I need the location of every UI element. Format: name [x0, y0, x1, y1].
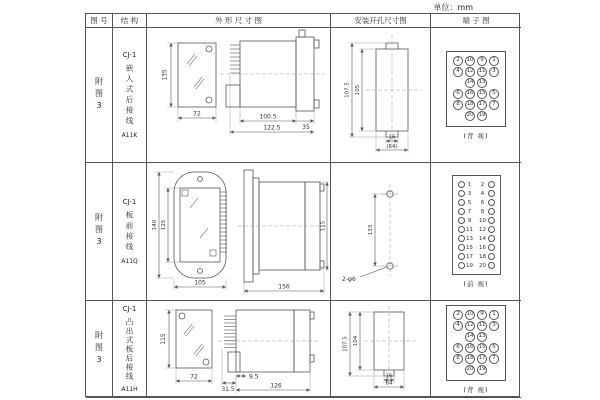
terminal-row — [458, 190, 495, 198]
terminal-number: 19 — [466, 262, 473, 269]
spec-table — [85, 13, 520, 397]
structure-desc: 板前接线 — [125, 211, 134, 253]
terminal-circle: 15 — [477, 89, 487, 99]
cell-row1-terminal — [431, 28, 521, 163]
outline-drawing-row1 — [148, 29, 330, 162]
terminal-circle: 20 — [465, 365, 475, 375]
front-view — [152, 172, 227, 290]
terminal-circle: 11 — [477, 321, 487, 331]
terminal-number: 15 — [466, 244, 473, 251]
dimension-label: 122.5 — [262, 124, 281, 131]
terminal-circle: 8 — [453, 100, 463, 110]
dimension-label: 115 — [159, 332, 167, 345]
terminal-spacer — [452, 365, 464, 375]
dimension-label: 72 — [189, 373, 198, 380]
front-view — [160, 310, 212, 384]
cell-row1-outline — [147, 28, 331, 163]
terminal-spacer — [452, 78, 464, 88]
side-view — [238, 170, 329, 294]
terminal-circle: 12 — [465, 321, 475, 331]
terminal-circle: 5 — [489, 343, 499, 353]
dimension-label: 100.5 — [258, 113, 277, 120]
terminal-circle: 1 — [489, 310, 499, 320]
terminal-circle: 20 — [465, 111, 475, 121]
terminal-number: 8 — [480, 208, 485, 215]
terminal-circle: 5 — [489, 89, 499, 99]
install-drawing-row2 — [332, 164, 430, 300]
unit-label: 单位：mm — [433, 3, 473, 12]
terminal-number: 11 — [466, 226, 473, 233]
terminal-spacer — [488, 78, 500, 88]
structure-model: CJ-1 — [122, 305, 137, 313]
terminal-number: 20 — [479, 262, 486, 269]
terminal-circle: 9 — [477, 310, 487, 320]
dimension-label: 105 — [193, 279, 206, 286]
dimension-label: 104 — [352, 335, 359, 346]
terminal-circle: 9 — [477, 56, 487, 66]
terminal-circle: 6 — [453, 343, 463, 353]
terminal-circle: 17 — [477, 354, 487, 364]
dimension-label: 126 — [269, 382, 282, 389]
terminal-row — [452, 354, 500, 364]
cell-row3-fig-no — [86, 301, 113, 398]
terminal-circle: 2 — [453, 310, 463, 320]
terminal-number: 4 — [480, 190, 485, 197]
terminal-row — [458, 244, 495, 252]
terminal-row — [452, 310, 500, 320]
terminal-circle: 16 — [465, 89, 475, 99]
dimension-label: 107.5 — [342, 335, 348, 352]
terminal-circle: 7 — [489, 100, 499, 110]
terminal-circle: 18 — [465, 100, 475, 110]
dimension-label: 31.5 — [220, 385, 235, 393]
terminal-circle: 10 — [465, 56, 475, 66]
cell-row2-structure — [113, 163, 147, 301]
terminal-row — [458, 181, 495, 189]
terminal-number: 17 — [466, 253, 473, 260]
terminal-circle: 1 — [489, 56, 499, 66]
terminal-hole — [458, 262, 465, 269]
terminal-row — [458, 253, 495, 261]
terminal-number: 6 — [480, 199, 485, 206]
dimension-label: 105 — [354, 84, 361, 95]
cell-row3-structure — [113, 301, 147, 398]
terminal-number: 14 — [479, 235, 486, 242]
terminal-circle: 15 — [477, 343, 487, 353]
terminal-spacer — [488, 111, 500, 121]
structure-model: CJ-1 — [122, 51, 137, 59]
side-view — [220, 30, 324, 135]
terminal-hole — [488, 217, 495, 224]
header-outline: 外 形 尺 寸 图 — [147, 14, 331, 28]
cutout-shape — [364, 306, 416, 382]
terminal-circle: 19 — [477, 111, 487, 121]
terminal-hole — [488, 181, 495, 188]
terminal-circle: 4 — [453, 67, 463, 77]
dimension-label: 16 — [388, 134, 395, 140]
cell-row3-terminal — [431, 301, 521, 398]
cell-row3-install — [331, 301, 431, 398]
dimension-label: 35 — [301, 123, 310, 131]
terminal-circle: 19 — [477, 365, 487, 375]
terminal-grid — [446, 51, 506, 127]
terminal-circle: 11 — [477, 67, 487, 77]
terminal-row — [452, 321, 500, 331]
terminal-row — [458, 208, 495, 216]
fig-no-label: 附图3 — [94, 76, 104, 114]
terminal-circle: 14 — [465, 332, 475, 342]
dimension-label: 72 — [192, 110, 201, 117]
terminal-circle: 6 — [453, 89, 463, 99]
terminal-circle: 12 — [465, 67, 475, 77]
dimension-label: 9.5 — [248, 373, 259, 380]
side-view — [218, 310, 320, 393]
dimension-label: 115 — [320, 220, 326, 231]
header-terminal: 端 子 图 — [431, 14, 521, 28]
header-install: 安装开孔尺寸图 — [331, 14, 431, 28]
cell-row1-structure — [113, 28, 147, 163]
terminal-number: 1 — [467, 181, 472, 188]
terminal-circle: 4 — [453, 321, 463, 331]
terminal-number: 2 — [480, 181, 485, 188]
terminal-hole — [458, 226, 465, 233]
terminal-caption: (背 视) — [463, 385, 489, 394]
cell-row2-install — [331, 163, 431, 301]
cell-row2-outline — [147, 163, 331, 301]
header-structure: 结 构 — [113, 14, 147, 28]
terminal-hole — [488, 262, 495, 269]
terminal-row — [452, 343, 500, 353]
terminal-circle: 18 — [465, 354, 475, 364]
terminal-hole — [458, 235, 465, 242]
terminal-hole — [458, 181, 465, 188]
terminal-row — [452, 56, 500, 66]
cell-row3-outline — [147, 301, 331, 398]
terminal-number: 12 — [479, 226, 486, 233]
terminal-grid — [446, 305, 506, 381]
terminal-number: 9 — [467, 217, 472, 224]
terminal-number: 7 — [467, 208, 472, 215]
structure-desc: 凸出式板后接线 — [125, 318, 134, 381]
structure-code: A11H — [121, 386, 138, 393]
terminal-circle: 14 — [465, 78, 475, 88]
hole-size-label: 2-φ6 — [341, 275, 356, 283]
dimension-label: (64) — [385, 143, 398, 150]
front-view — [161, 43, 216, 122]
terminal-row — [452, 78, 500, 88]
terminal-circle: 10 — [465, 310, 475, 320]
terminal-hole — [488, 208, 495, 215]
terminal-row — [452, 67, 500, 77]
terminal-row — [452, 365, 500, 375]
outline-drawing-row3 — [148, 302, 330, 397]
terminal-circle: 13 — [477, 78, 487, 88]
structure-desc: 嵌入式后接线 — [125, 64, 134, 127]
install-dimensions — [342, 312, 404, 390]
dimension-label: 125 — [160, 219, 167, 230]
terminal-circle: 17 — [477, 100, 487, 110]
outline-drawing-row2 — [148, 164, 330, 300]
hole-layout — [382, 184, 398, 276]
dimension-label: 156 — [277, 283, 290, 290]
terminal-hole — [458, 217, 465, 224]
terminal-circle: 3 — [489, 321, 499, 331]
terminal-hole — [458, 208, 465, 215]
structure-code: A11K — [121, 132, 138, 139]
terminal-row — [458, 235, 495, 243]
terminal-caption: (前 视) — [463, 280, 489, 288]
terminal-circle: 16 — [465, 343, 475, 353]
terminal-row — [452, 332, 500, 342]
fig-no-label: 附图3 — [94, 213, 104, 250]
terminal-spacer — [452, 332, 464, 342]
terminal-spacer — [452, 111, 464, 121]
terminal-hole — [458, 244, 465, 251]
dimension-label: 16 — [385, 373, 392, 379]
terminal-hole — [488, 226, 495, 233]
cutout-shape — [366, 35, 422, 145]
install-drawing-row3 — [332, 302, 430, 397]
terminal-hole — [458, 190, 465, 197]
install-dimensions — [342, 194, 387, 283]
dimension-label: 64 — [385, 380, 392, 386]
terminal-circle: 7 — [489, 354, 499, 364]
dimension-label: 107.5 — [344, 81, 350, 98]
terminal-row — [458, 262, 495, 270]
cell-row1-install — [331, 28, 431, 163]
terminal-row — [458, 217, 495, 225]
terminal-circle: 13 — [477, 332, 487, 342]
terminal-hole — [488, 253, 495, 260]
terminal-row — [452, 111, 500, 121]
terminal-hole — [458, 253, 465, 260]
terminal-spacer — [488, 365, 500, 375]
dimension-label: 133 — [367, 224, 374, 235]
terminal-number: 10 — [479, 217, 486, 224]
terminal-number: 13 — [466, 235, 473, 242]
terminal-hole — [488, 244, 495, 251]
terminal-spacer — [488, 332, 500, 342]
terminal-grid — [452, 175, 501, 275]
terminal-row — [452, 100, 500, 110]
terminal-row — [458, 226, 495, 234]
terminal-caption: (背 视) — [463, 131, 489, 140]
terminal-number: 18 — [479, 253, 486, 260]
terminal-circle: 8 — [453, 354, 463, 364]
terminal-hole — [488, 235, 495, 242]
terminal-circle: 3 — [489, 67, 499, 77]
header-fig-no: 图 号 — [86, 14, 113, 28]
terminal-hole — [458, 199, 465, 206]
fig-no-label: 附图3 — [94, 330, 104, 368]
install-drawing-row1 — [332, 29, 430, 162]
terminal-row — [458, 199, 495, 207]
dimension-label: 140 — [151, 219, 158, 230]
structure-model: CJ-1 — [122, 198, 137, 206]
structure-code: A11Q — [121, 258, 138, 265]
cell-row2-fig-no — [86, 163, 113, 301]
terminal-hole — [488, 199, 495, 206]
cell-row1-fig-no — [86, 28, 113, 163]
terminal-number: 5 — [467, 199, 472, 206]
terminal-row — [452, 89, 500, 99]
terminal-hole — [488, 190, 495, 197]
terminal-number: 3 — [467, 190, 472, 197]
cell-row2-terminal — [431, 163, 521, 301]
dimension-label: 135 — [161, 68, 168, 81]
terminal-number: 16 — [479, 244, 486, 251]
terminal-circle: 2 — [453, 56, 463, 66]
